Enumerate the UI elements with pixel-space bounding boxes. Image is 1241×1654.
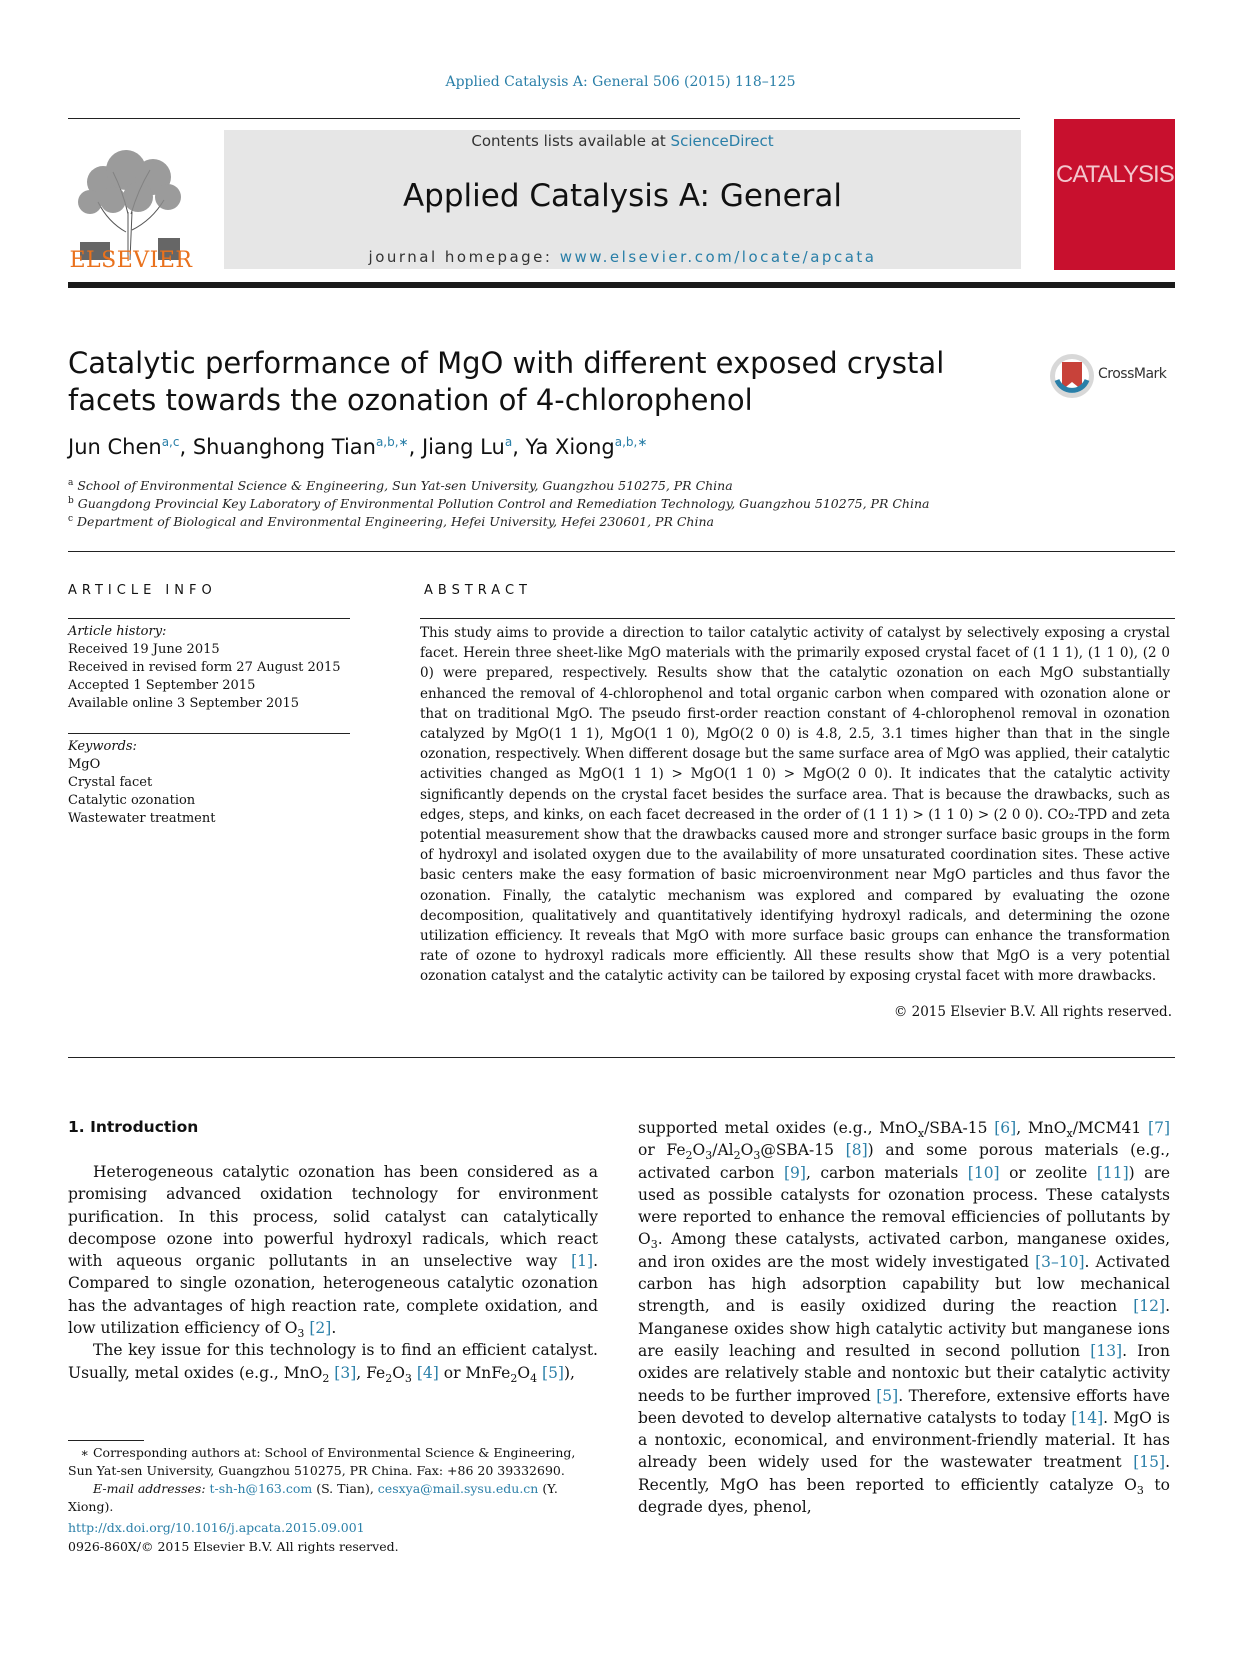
affiliation-b [68,496,929,511]
affiliation-mark: c [68,514,74,524]
author-superscript[interactable]: a [504,435,513,449]
subscript: 4 [530,1371,538,1385]
article-info-heading: ARTICLE INFO [68,583,217,598]
subscript: 3 [753,1149,761,1163]
subscript: 2 [510,1371,518,1385]
journal-cover-thumbnail[interactable] [1054,119,1175,270]
homepage-prefix: journal homepage: [368,248,560,266]
author-list: Jun Chen$^{a,c}$, Shuanghong Tian$^{a,b,∗}$, Jiang Lu$^a$, Ya Xiong$^{a,b,∗}$ [68,435,648,459]
homepage-line [224,248,1021,266]
keyword: MgO [68,757,101,772]
citation-link[interactable]: [12] [1133,1297,1166,1316]
citation-link[interactable]: [5] [876,1386,899,1405]
top-rule [68,118,1020,119]
keywords-label: Keywords: [68,739,137,754]
history-item: Accepted 1 September 2015 [68,678,256,693]
email-owner: (S. Tian), [312,1481,378,1496]
history-label: Article history: [68,624,167,639]
subscript: 2 [685,1149,693,1163]
affiliation-c [68,514,714,529]
citation-link[interactable]: [15] [1133,1453,1166,1472]
footnote-rule [68,1440,144,1441]
author-name: Jiang Lu [421,435,505,459]
subscript: 3 [650,1238,658,1252]
abstract-rule [420,618,1175,619]
history-item: Received in revised form 27 August 2015 [68,660,341,675]
intro-paragraph-1: Heterogeneous catalytic ozonation has been considered as a promising advanced oxidation technology for environment purification. In this process, solid catalyst can catalytically decompose ozone into powerful hydroxyl radicals, which react with aqueous organic pollutants in an unselective way [1]. Compared to single ozonation, heterogeneous catalytic ozonation has the advantages of high reaction rate, complete oxidation, and low utilization efficiency of $O_3$ [2]. [68,1163,598,1341]
email-link-tian[interactable]: t-sh-h@163.com [209,1481,313,1496]
email-owner: (Y. Xiong). [68,1481,558,1514]
citation-link[interactable]: [2] [309,1319,332,1338]
intro-paragraph-continued: supported metal oxides (e.g., MnO$_x$/SBA-15 [6], MnO$_x$/MCM41 [7] or $Fe_2O_3/Al_2O_3@SBA-15$ [8]) and some porous materials (e.g., activated carbon [9], carbon materials [10] or zeolite [11]) are used as possible catalysts for ozonation process. These catalysts were reported to enhance the removal efficiencies of pollutants by $O_3$. Among these catalysts, activated carbon, manganese oxides, and iron oxides are the most widely investigated [3–10]. Activated carbon has high adsorption capability but low mechanical strength, and is easily oxidized during the reaction [12]. Manganese oxides show high catalytic activity but manganese ions are easily leaching and resulted in second pollution [13]. Iron oxides are relatively stable and nontoxic but their catalytic activity needs to be further improved [5]. Therefore, extensive efforts have been devoted to develop alternative catalysts to today [14]. MgO is a nontoxic, economical, and environment-friendly material. It has already been widely used for the wastewater treatment [15]. Recently, MgO has been reported to efficiently catalyze $O_3$ to degrade dyes, phenol, [638,1119,1171,1517]
contents-prefix: Contents lists available at [471,132,671,150]
affiliation-mark: b [68,496,74,506]
affiliation-mark: a [68,478,74,488]
body-column-left [68,1161,598,1384]
email-label: E-mail addresses: [93,1481,210,1496]
author-name: Shuanghong Tian [192,435,376,459]
abstract-bottom-rule [68,1057,1175,1058]
article-history [68,623,358,713]
citation-link[interactable]: [3] [334,1363,357,1382]
author-superscript[interactable]: a,b,∗ [614,435,648,449]
issn-line: 0926-860X/© 2015 Elsevier B.V. All rights reserved. [68,1539,399,1554]
info-rule [68,733,350,734]
masthead-rule [68,282,1175,288]
subscript: 2 [322,1371,330,1385]
abstract-text: This study aims to provide a direction to tailor catalytic activity of catalyst by selectively exposing a crystal facet. Herein three sheet-like MgO materials with the primarily exposed crystal facet of (1 1 1), (1 1 0), (2 0 0) were prepared, respectively. Results show that the catalytic ozonation on each MgO substantially enhanced the removal of 4-chlorophenol and total organic carbon when compared with ozonation alone or that on traditional MgO. The pseudo first-order reaction constant of 4-chlorophenol removal in ozonation catalyzed by MgO(1 1 1), MgO(1 1 0), MgO(2 0 0) is 4.8, 2.5, 3.1 times higher than that in the single ozonation, respectively. When different dosage but the same surface area of MgO was applied, their catalytic activities changed as MgO(1 1 1) > MgO(1 1 0) > MgO(2 0 0). It indicates that the catalytic activity significantly depends on the crystal facet besides the surface area. That is because the drawbacks, such as edges, steps, and kinks, on each facet decreased in the order of (1 1 1) > (1 1 0) > (2 0 0). CO₂-TPD and zeta potential measurement show that the drawbacks caused more and stronger surface basic groups in the form of hydroxyl and isolated oxygen due to the availability of more unsaturated coordination sites. These active basic centers make the easy formation of basic microenvironment near MgO particles and thus favor the ozonation. Finally, the catalytic mechanism was explored and compared by evaluating the ozone decomposition, qualitatively and quantitatively identifying hydroxyl radicals, and determining the ozone utilization efficiency. It reveals that MgO with more surface basic groups can enhance the transformation rate of ozone to hydroxyl radicals more efficiently. All these results show that MgO is a very potential ozonation catalyst and the catalytic activity can be tailored by exposing crystal facet with more drawbacks. [420,625,1170,985]
affiliation-text: School of Environmental Science & Engineering, Sun Yat-sen University, Guangzhou 510275, PR China [77,478,733,494]
homepage-link[interactable]: www.elsevier.com/locate/apcata [559,248,877,266]
affiliation-text: Guangdong Provincial Key Laboratory of Environmental Pollution Control and Remediation Technology, Guangzhou 510275, PR China [77,496,930,512]
keywords [68,738,358,828]
footnote-mark: ∗ [80,1445,89,1460]
body-column-right [638,1117,1170,1518]
citation-link[interactable]: [10] [967,1163,1000,1182]
keyword: Wastewater treatment [68,811,216,826]
sciencedirect-link[interactable]: ScienceDirect [670,132,774,150]
affiliation-a [68,478,733,493]
subscript: 2 [385,1371,393,1385]
history-item: Available online 3 September 2015 [68,696,300,711]
author-name: Jun Chen [68,435,162,459]
contents-line [224,132,1021,150]
affiliation-text: Department of Biological and Environmental Engineering, Hefei University, Hefei 230601, PR China [77,514,714,530]
keyword: Catalytic ozonation [68,793,196,808]
introduction-heading: 1. Introduction [68,1118,199,1136]
abstract-copyright: © 2015 Elsevier B.V. All rights reserved. [893,1004,1172,1020]
email-link-xiong[interactable]: cesxya@mail.sysu.edu.cn [377,1481,539,1496]
subscript: 3 [404,1371,412,1385]
intro-paragraph-2: The key issue for this technology is to find an efficient catalyst. Usually, metal oxides (e.g., MnO$_2$ [3], $Fe_2O_3$ [4] or $MnFe_2O_4$ [5]), [68,1341,598,1385]
doi-link[interactable]: http://dx.doi.org/10.1016/j.apcata.2015.09.001 [68,1520,365,1535]
citation-link[interactable]: [11] [1096,1163,1129,1182]
subscript: 3 [1136,1483,1144,1497]
citation-link[interactable]: [9] [783,1163,806,1182]
footnote-text: Corresponding authors at: School of Environmental Science & Engineering, Sun Yat-sen University, Guangzhou 510275, PR China. Fax: +86 20 39332690. [68,1445,576,1478]
citation-link[interactable]: [5] [542,1363,564,1382]
citation-link[interactable]: [4] [416,1363,439,1382]
affiliation-rule [68,551,1175,552]
abstract-heading: ABSTRACT [424,583,532,598]
subscript: 2 [733,1149,741,1163]
citation-link[interactable]: [7] [1148,1119,1171,1137]
crossmark-label[interactable]: CrossMark [1098,366,1167,382]
citation-link[interactable]: [14] [1071,1408,1104,1427]
citation-link[interactable]: [1] [571,1252,594,1271]
author-superscript[interactable]: a,c [161,435,180,449]
journal-name: Applied Catalysis A: General [402,178,843,214]
cover-word: CATALYSIS [1056,161,1174,188]
citation-link[interactable]: [3–10] [1035,1252,1085,1271]
author-superscript[interactable]: a,b,∗ [375,435,409,449]
citation-link[interactable]: [13] [1090,1341,1123,1360]
journal-reference[interactable]: Applied Catalysis A: General 506 (2015) 118–125 [445,74,796,90]
keyword: Crystal facet [68,775,153,790]
corresponding-author-footnote [68,1444,600,1516]
subscript: x [917,1127,925,1141]
subscript: 3 [705,1149,713,1163]
subscript: x [1066,1127,1073,1141]
elsevier-wordmark: ELSEVIER [69,248,193,273]
author-name: Ya Xiong [525,435,615,459]
citation-link[interactable]: [6] [994,1119,1017,1137]
history-item: Received 19 June 2015 [68,642,220,657]
subscript: 3 [297,1327,305,1341]
citation-link[interactable]: [8] [845,1141,868,1160]
article-title: Catalytic performance of MgO with different exposed crystal facets towards the ozonation of 4-chlorophenol [68,346,945,417]
info-rule [68,618,350,619]
